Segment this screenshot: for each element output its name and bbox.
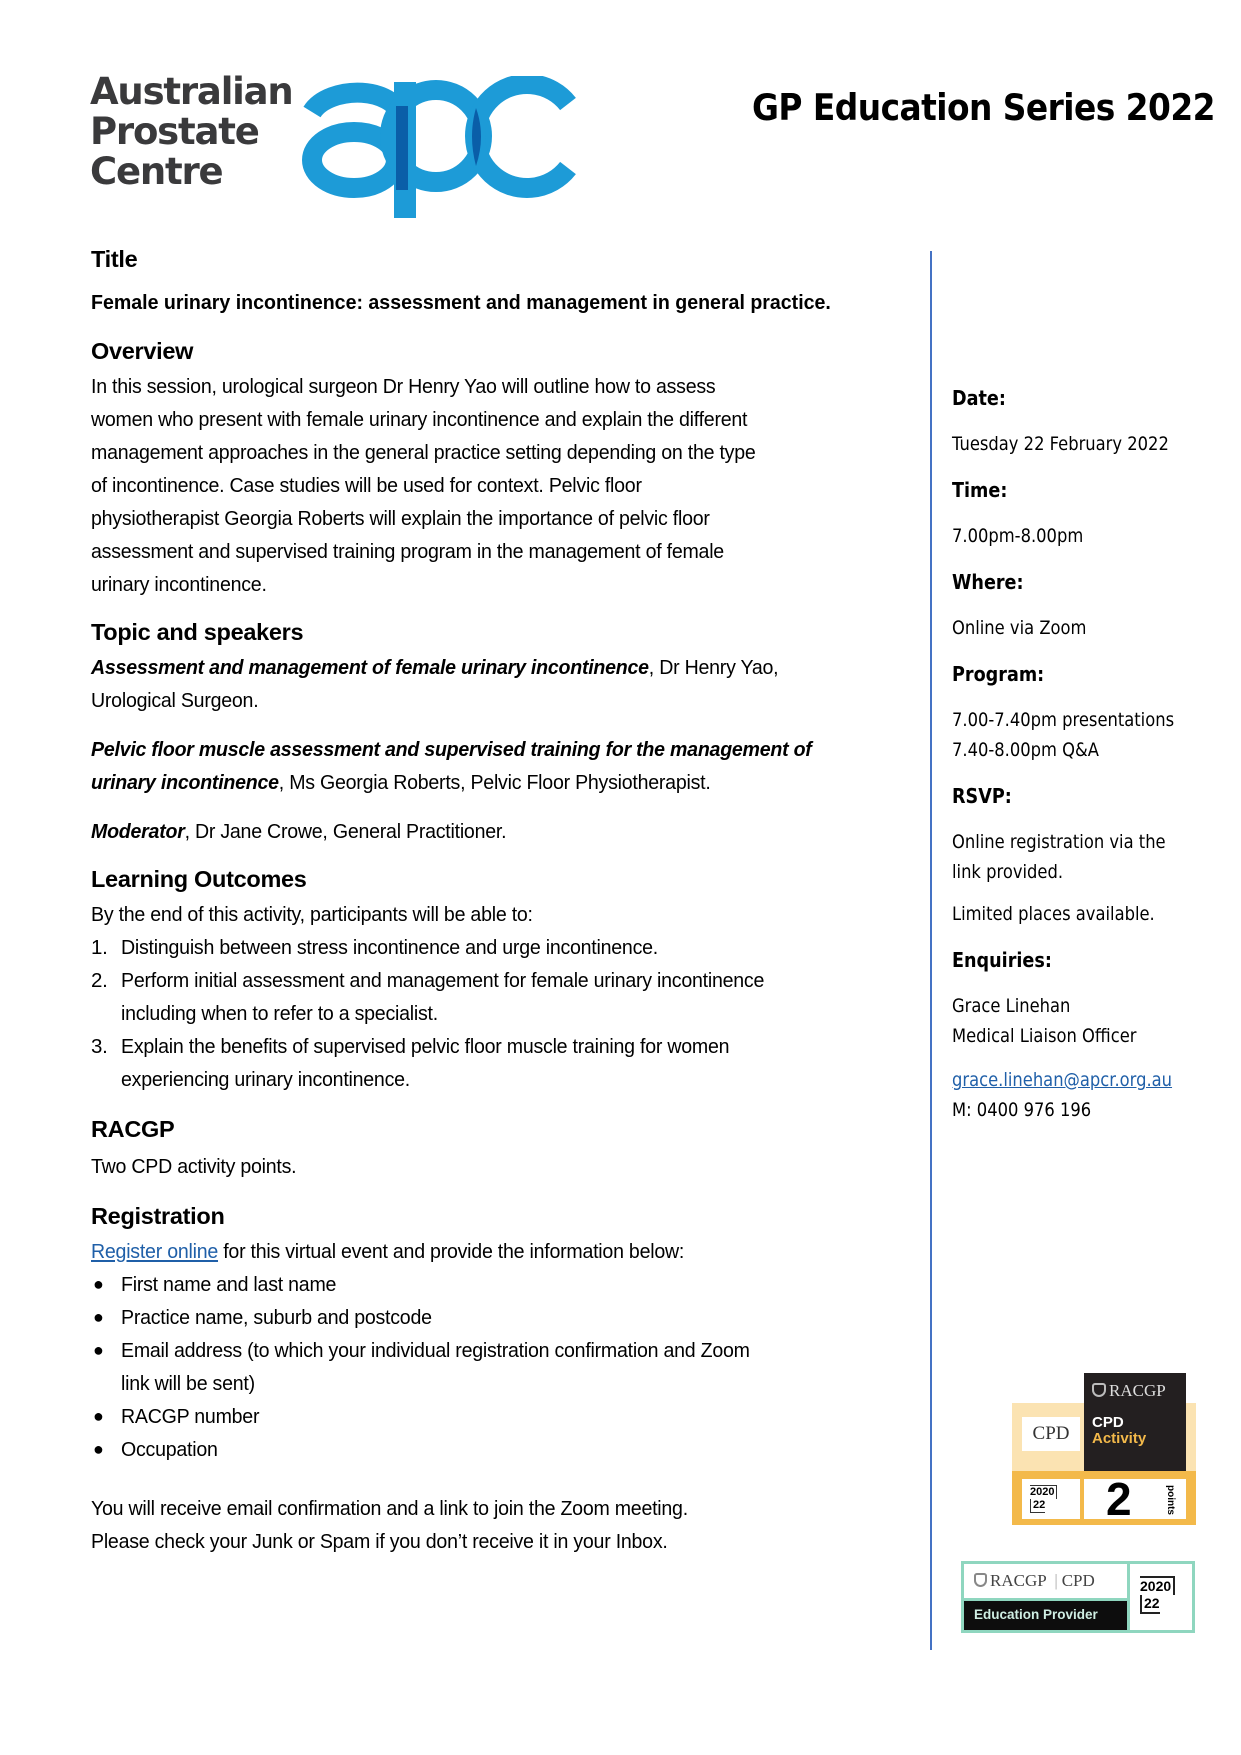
where-value: Online via Zoom — [952, 617, 1087, 639]
bullet-icon: ● — [93, 1340, 104, 1360]
racgp-cpd-activity-badge: CPD RACGP CPD Activity 2020 22 2 points — [1012, 1373, 1196, 1525]
racgp-crest-icon — [974, 1573, 987, 1587]
overview-heading: Overview — [91, 338, 194, 364]
badge-years: 2020 22 — [1030, 1485, 1057, 1513]
racgp-heading: RACGP — [91, 1116, 175, 1142]
contact-name: Grace Linehan — [952, 995, 1071, 1017]
main-content — [91, 244, 921, 1558]
registration-item: ● Practice name, suburb and postcode — [91, 1301, 921, 1334]
contact-phone: M: 0400 976 196 — [952, 1099, 1092, 1121]
racgp-points-text: Two CPD activity points. — [91, 1155, 297, 1178]
cpd-points-value: 2 — [1106, 1473, 1132, 1525]
contact-role: Medical Liaison Officer — [952, 1025, 1137, 1047]
learning-outcome-item: 3. Explain the benefits of supervised pelvic floor muscle training for women experiencing urinary incontinence. — [91, 1035, 730, 1091]
racgp-logo: RACGP — [1092, 1381, 1166, 1401]
rsvp-line: link provided. — [952, 861, 1064, 883]
apc-logo — [90, 72, 590, 222]
registration-item: ● First name and last name — [91, 1268, 921, 1301]
bullet-icon: ● — [93, 1406, 104, 1426]
rsvp-label: RSVP: — [952, 784, 1012, 808]
register-online-link[interactable]: Register online — [91, 1240, 219, 1263]
registration-intro: Register online for this virtual event and provide the information below: — [91, 1240, 685, 1263]
date-label: Date: — [952, 386, 1006, 410]
date-value: Tuesday 22 February 2022 — [952, 433, 1169, 455]
registration-item: ● RACGP number — [91, 1400, 921, 1433]
where-label: Where: — [952, 570, 1024, 594]
cpd-points-word: points — [1165, 1485, 1176, 1515]
series-title: GP Education Series 2022 — [752, 86, 1215, 129]
registration-item: ● Occupation — [91, 1433, 921, 1466]
education-provider-bar: Education Provider — [964, 1598, 1127, 1630]
learning-outcomes-heading: Learning Outcomes — [91, 866, 307, 892]
logo-word: Australian — [90, 70, 293, 113]
program-line: 7.40-8.00pm Q&A — [952, 739, 1099, 761]
registration-requirements-list — [91, 1268, 921, 1466]
event-details-sidebar — [952, 383, 1232, 1125]
logo-word: Prostate — [90, 110, 259, 153]
registration-heading: Registration — [91, 1203, 225, 1229]
learning-intro: By the end of this activity, participants will be able to: — [91, 903, 533, 926]
learning-outcome-item: 2. Perform initial assessment and management for female urinary incontinence including when to refer to a specialist. — [91, 969, 765, 1025]
bullet-icon: ● — [93, 1274, 104, 1294]
registration-note: You will receive email confirmation and a link to join the Zoom meeting. Please check your Junk or Spam if you don’t receive it in your Inbox. — [91, 1497, 688, 1553]
badge-years: 2020 22 — [1140, 1576, 1175, 1614]
contact-email-link[interactable]: grace.linehan@apcr.org.au — [952, 1069, 1173, 1091]
racgp-cpd-logo: RACGP | CPD — [964, 1564, 1127, 1598]
time-value: 7.00pm-8.00pm — [952, 525, 1084, 547]
rsvp-line: Online registration via the — [952, 831, 1166, 853]
registration-item: ● Email address (to which your individual registration confirmation and Zoom link will be sent) — [91, 1334, 921, 1400]
program-line: 7.00-7.40pm presentations — [952, 709, 1175, 731]
logo-word: Centre — [90, 150, 223, 193]
bullet-icon: ● — [93, 1307, 104, 1327]
apc-logo-mark-icon — [298, 76, 588, 218]
time-label: Time: — [952, 478, 1008, 502]
overview-text: In this session, urological surgeon Dr Henry Yao will outline how to assess women who present with female urinary incontinence and explain the different management approaches in the general practice setting depending on the type of incontinence. Case studies will be used for context. Pelvic floor physiotherapist Georgia Roberts will explain the importance of pelvic floor assessment and supervised training program in the management of female urinary incontinence. — [91, 375, 756, 596]
rsvp-note: Limited places available. — [952, 903, 1155, 925]
session-title: Female urinary incontinence: assessment and management in general practice. — [91, 291, 831, 314]
topic-heading: Topic and speakers — [91, 619, 304, 645]
moderator-item: Moderator, Dr Jane Crowe, General Practitioner. — [91, 820, 507, 843]
learning-outcome-item: 1. Distinguish between stress incontinence and urge incontinence. — [91, 936, 658, 959]
cpd-label: CPD — [1022, 1417, 1080, 1451]
logo-wordmark — [90, 72, 293, 192]
bullet-icon: ● — [93, 1439, 104, 1459]
column-divider — [930, 251, 932, 1650]
topic-item: Assessment and management of female urinary incontinence, Dr Henry Yao, Urological Surgeon. — [91, 656, 779, 712]
enquiries-label: Enquiries: — [952, 948, 1052, 972]
racgp-crest-icon — [1092, 1383, 1106, 1397]
racgp-education-provider-badge — [961, 1561, 1195, 1633]
program-label: Program: — [952, 662, 1045, 686]
topic-item: Pelvic floor muscle assessment and supervised training for the management of urinary incontinence, Ms Georgia Roberts, Pelvic Floor Physiotherapist. — [91, 738, 812, 794]
learning-outcomes-list — [91, 931, 921, 1096]
title-heading: Title — [91, 246, 138, 272]
